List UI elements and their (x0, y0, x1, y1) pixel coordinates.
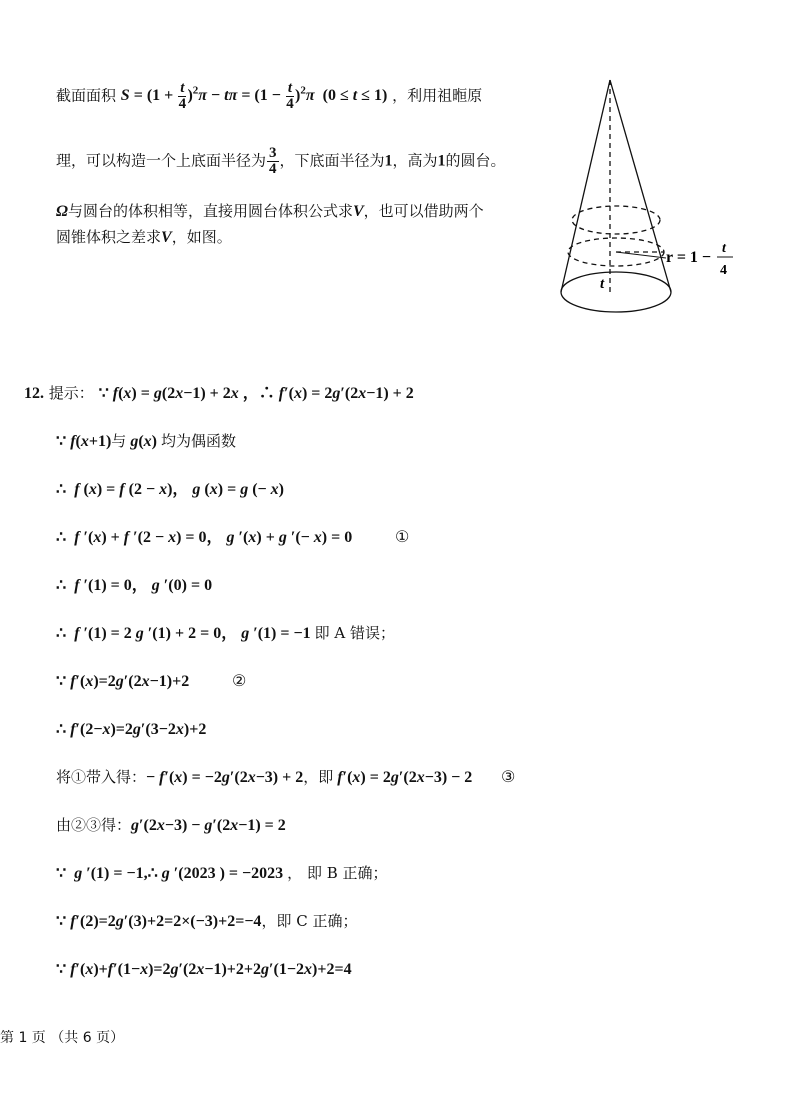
p12-line-12: ∵ f′(2)=2g′(3)+2=2×(−3)+2=−4，即 C 正确； (56, 912, 358, 930)
text: ，即 (303, 768, 334, 786)
problem-number: 12. (24, 385, 44, 402)
text: 将①带入得： (56, 768, 147, 786)
text: 即 C 正确； (276, 912, 358, 930)
text: ，如图。 (171, 228, 232, 246)
text: 截面面积 (56, 86, 117, 105)
text: 的圆台。 (445, 151, 506, 170)
text: ，也可以借助两个 (363, 202, 484, 220)
text: ，利用祖暅原 (392, 86, 483, 105)
label-t: t (600, 276, 605, 292)
text: 由②③得： (56, 816, 132, 834)
base-front (561, 292, 671, 312)
p12-line-13: ∵ f′(x)+f′(1−x)=2g′(2x−1)+2+2g′(1−2x)+2=4 (56, 961, 352, 978)
p12-line-9: 将①带入得：− f′(x) = −2g′(2x−3) + 2，即 f′(x) = 2g′(2x−3) − 2 ③ (56, 767, 516, 786)
p12-line-3: ∴ f (x) = f (2 − x)， g (x) = g (− x) (56, 481, 284, 498)
p12-line-8: ∴ f′(2−x)=2g′(3−2x)+2 (56, 721, 207, 738)
radius-pointer (616, 252, 666, 258)
label-r-den: 4 (720, 263, 727, 278)
text: 即 B 正确； (306, 864, 388, 882)
mark-3: ③ (501, 767, 516, 786)
text: 圆锥体积之差求 (56, 228, 162, 246)
text: V (161, 229, 172, 246)
text: 提示： (48, 384, 94, 402)
omega: Ω (56, 203, 68, 220)
mark-1: ① (395, 527, 410, 546)
cone-left-edge (561, 80, 610, 292)
text: ，下底面半径为 (279, 151, 385, 170)
intro-line-4 (56, 226, 232, 249)
intro-line-2: 理，可以构造一个上底面半径为 $\frac{3}{4}$ ，下底面半径为1，高为1的圆台。 (56, 145, 506, 177)
p12-line-10: 由②③得：g′(2x−3) − g′(2x−1) = 2 (56, 816, 286, 834)
intro-line-3 (56, 200, 484, 223)
p12-line-2: ∵ f(x+1)与 g(x) 均为偶函数 (56, 432, 236, 450)
p12-line-6: ∴ f ′(1) = 2 g ′(1) + 2 = 0， g ′(1) = −1 即 A 错误； (56, 624, 395, 642)
p12-line-1: 12. 提示： ∵ f(x) = g(2x−1) + 2x ，∴ f′(x) = 2g′(2x−1) + 2 (24, 384, 414, 402)
text: 与圆台的体积相等，直接用圆台体积公式求 (67, 202, 353, 220)
text: 即 A 错误； (314, 624, 395, 642)
label-r: r = 1 − (666, 249, 712, 266)
text: 均为偶函数 (160, 432, 236, 450)
p12-line-5: ∴ f ′(1) = 0， g ′(0) = 0 (56, 577, 213, 594)
text: V (352, 203, 364, 220)
label-r-num: t (722, 241, 726, 256)
p12-line-7: ∵ f′(x)=2g′(2x−1)+2 ② (56, 671, 247, 690)
text: 理，可以构造一个上底面半径为 (56, 151, 267, 170)
base-back (561, 272, 671, 292)
cone-figure (548, 70, 748, 320)
text: 1 (384, 152, 393, 170)
page-footer: 第 1 页 （共 6 页） (0, 1030, 125, 1046)
p12-line-4: ∴ f ′(x) + f ′(2 − x) = 0， g ′(x) + g ′(− x) = 0 ① (56, 527, 410, 546)
mark-2: ② (231, 671, 247, 690)
cone-right-edge (610, 80, 671, 292)
text: 1 (437, 152, 446, 170)
text: ，高为 (392, 151, 438, 170)
p12-line-11: ∵ g ′(1) = −1,∴ g ′(2023 ) = −2023 ， 即 B 正确； (56, 864, 388, 882)
intro-line-1: 截面面积 S = (1 + $\frac{t}{4}$ )$^2$π − tπ = (1 − $\frac{t}{4}$ )$^2$π (0 ≤ t ≤ 1) ，利用祖暅原 (56, 80, 483, 113)
